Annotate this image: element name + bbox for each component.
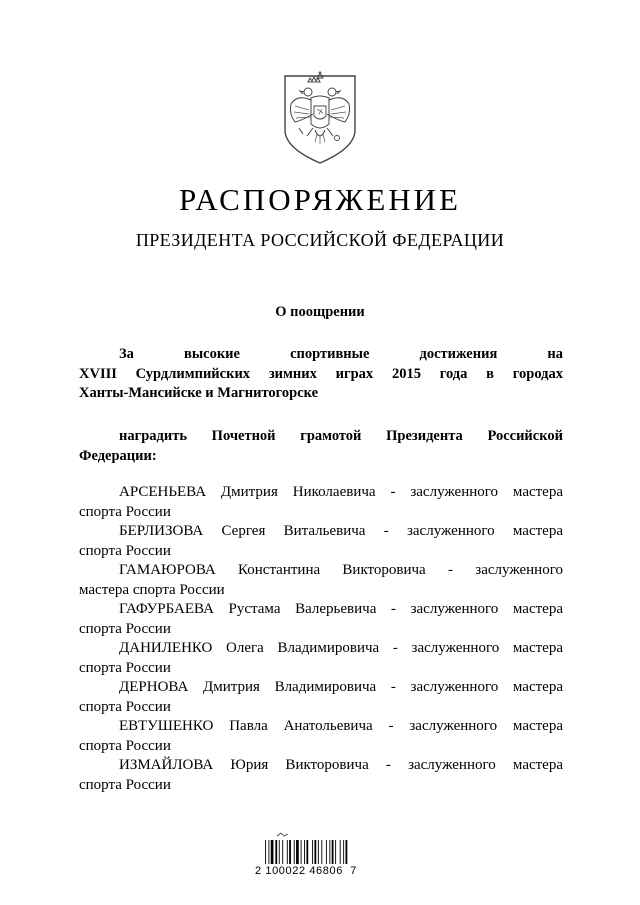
decision-paragraph — [79, 427, 563, 466]
awardee-title-line: спорта России — [79, 503, 171, 520]
awardee-name-line: БЕРЛИЗОВА Сергея Витальевича - заслуженного мастера — [119, 523, 563, 539]
awardee-name-line: ГАМАЮРОВА Константина Викторовича - заслуженного — [119, 562, 563, 578]
awardee-name-line: ГАФУРБАЕВА Рустама Валерьевича - заслуженного мастера — [119, 601, 563, 617]
awardee-name-line: ДЕРНОВА Дмитрия Владимировича - заслуженного мастера — [119, 679, 563, 695]
awardee-name-line: АРСЕНЬЕВА Дмитрия Николаевича - заслуженного мастера — [119, 484, 563, 500]
awardee-title-line: спорта России — [79, 698, 171, 715]
preamble-line: Ханты-Мансийске и Магнитогорске — [79, 385, 319, 401]
awardee-title-line: спорта России — [79, 776, 171, 793]
awardee-item — [79, 522, 563, 561]
awardee-item — [79, 678, 563, 717]
awardee-list — [79, 483, 563, 795]
awardee-name-line: ИЗМАЙЛОВА Юрия Викторовича - заслуженного мастера — [119, 757, 563, 773]
awardee-name-line: ДАНИЛЕНКО Олега Владимировича - заслуженного мастера — [119, 640, 563, 656]
decision-line: наградить Почетной грамотой Президента Российской — [119, 428, 563, 444]
document-subtitle: ПРЕЗИДЕНТА РОССИЙСКОЙ ФЕДЕРАЦИИ — [135, 230, 505, 250]
awardee-item — [79, 639, 563, 678]
awardee-title-line: спорта России — [79, 659, 171, 676]
preamble-line: XVIII Сурдлимпийских зимних играх 2015 года в городах — [79, 365, 563, 382]
awardee-item — [79, 600, 563, 639]
awardee-title-line: мастера спорта России — [79, 581, 225, 598]
decision-line: Федерации: — [79, 447, 157, 464]
coat-of-arms-icon — [275, 68, 365, 166]
preamble-paragraph — [79, 345, 563, 404]
awardee-item — [79, 756, 563, 795]
awardee-title-line: спорта России — [79, 542, 171, 559]
awardee-item — [79, 717, 563, 756]
document-subject: О поощрении — [275, 304, 365, 320]
awardee-item — [79, 483, 563, 522]
awardee-name-line: ЕВТУШЕНКО Павла Анатольевича - заслуженного мастера — [119, 718, 563, 734]
awardee-item — [79, 561, 563, 600]
preamble-line: За высокие спортивные достижения на — [119, 346, 563, 362]
document-title: РАСПОРЯЖЕНИЕ — [179, 182, 461, 217]
barcode-number: 2 100022 46806 7 — [255, 865, 357, 877]
awardee-title-line: спорта России — [79, 737, 171, 754]
awardee-title-line: спорта России — [79, 620, 171, 637]
